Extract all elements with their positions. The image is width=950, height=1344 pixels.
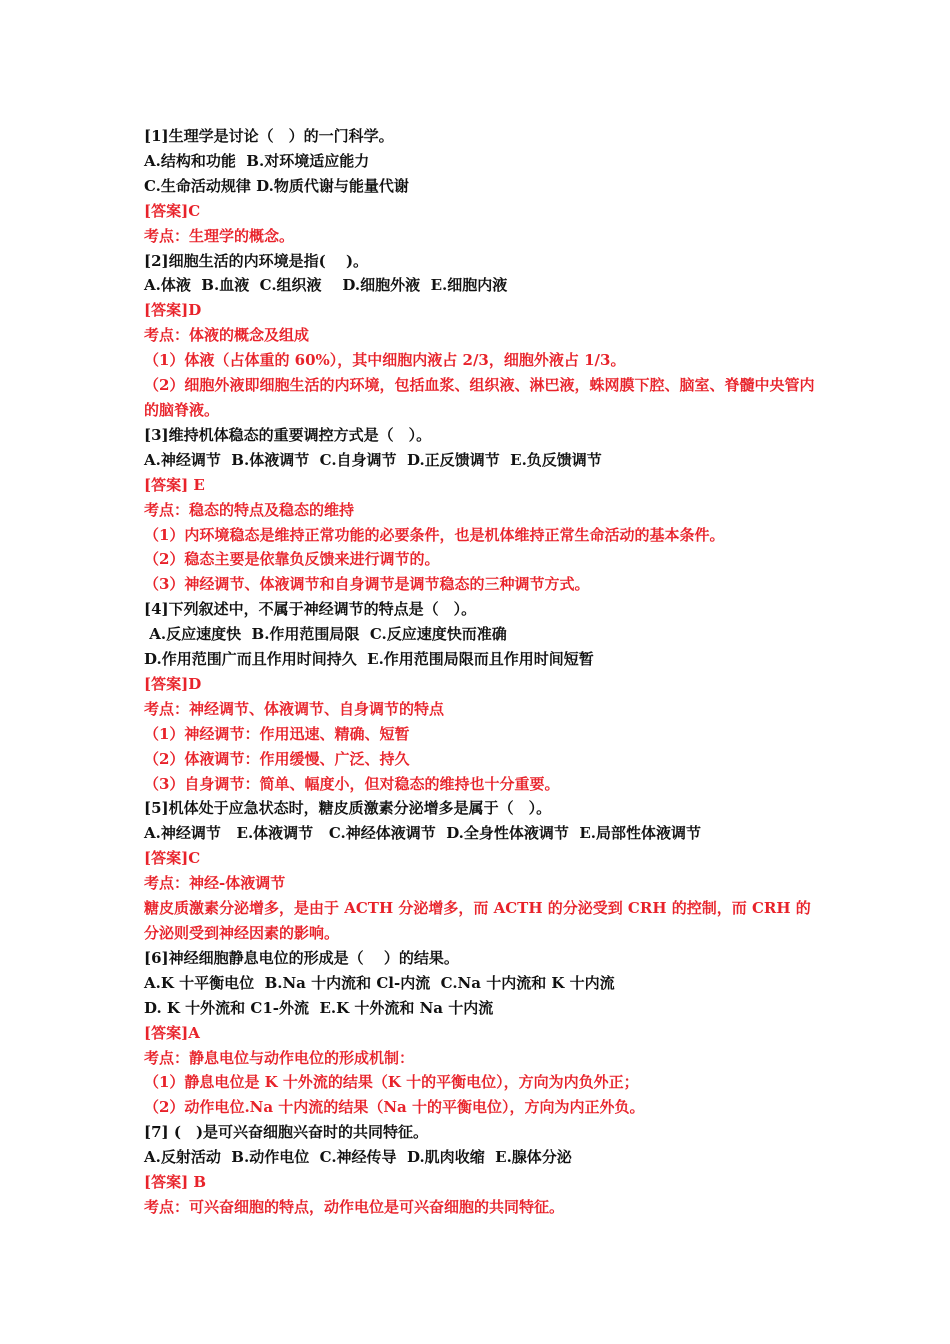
question-3-answer: [答案] E xyxy=(144,475,205,494)
question-4-note-3: （3）自身调节：简单、幅度小，但对稳态的维持也十分重要。 xyxy=(144,774,560,793)
question-6-note-1: （1）静息电位是 K 十外流的结果（K 十的平衡电位），方向为内负外正； xyxy=(144,1073,639,1092)
question-6-note-2: （2）动作电位.Na 十内流的结果（Na 十的平衡电位），方向为内正外负。 xyxy=(144,1098,645,1117)
question-4-note-2: （2）体液调节：作用缓慢、广泛、持久 xyxy=(144,749,410,768)
question-4-options-d-e: D.作用范围广而且作用时间持久 E.作用范围局限而且作用时间短暂 xyxy=(144,650,594,669)
question-5: [5]机体处于应急状态时，糖皮质激素分泌增多是属于（ ）。 xyxy=(144,799,552,818)
question-2-key-point: 考点：体液的概念及组成 xyxy=(144,326,310,345)
question-3-note-2: （2）稳态主要是依靠负反馈来进行调节的。 xyxy=(144,550,440,569)
document-page xyxy=(144,124,816,1220)
question-1: [1]生理学是讨论（ ）的一门科学。 xyxy=(144,127,394,145)
question-4: [4]下列叙述中，不属于神经调节的特点是（ ）。 xyxy=(144,600,477,619)
question-7: [7] ( )是可兴奋细胞兴奋时的共同特征。 xyxy=(144,1123,429,1142)
question-5-answer: [答案]C xyxy=(144,849,201,868)
question-7-answer: [答案] B xyxy=(144,1173,207,1192)
question-1-options-c-d: C.生命活动规律 D.物质代谢与能量代谢 xyxy=(144,176,409,195)
question-5-options: A.神经调节 E.体液调节 C.神经体液调节 D.全身性体液调节 E.局部性体液调节 xyxy=(144,824,701,843)
question-1-answer: [答案]C xyxy=(144,201,201,220)
question-2-answer: [答案]D xyxy=(144,301,202,320)
question-3-note-1: （1）内环境稳态是维持正常功能的必要条件，也是机体维持正常生命活动的基本条件。 xyxy=(144,525,725,544)
question-6: [6]神经细胞静息电位的形成是（ ）的结果。 xyxy=(144,948,459,967)
question-6-options-d-e: D. K 十外流和 C1-外流 E.K 十外流和 Na 十内流 xyxy=(144,998,494,1017)
question-7-key-point: 考点：可兴奋细胞的特点，动作电位是可兴奋细胞的共同特征。 xyxy=(144,1197,565,1216)
question-5-note-1: 糖皮质激素分泌增多，是由于 ACTH 分泌增多，而 ACTH 的分泌受到 CRH 的控制，而 CRH 的分泌则受到神经因素的影响。 xyxy=(144,899,811,942)
question-7-options: A.反射活动 B.动作电位 C.神经传导 D.肌肉收缩 E.腺体分泌 xyxy=(144,1148,572,1167)
question-5-key-point: 考点：神经-体液调节 xyxy=(144,874,286,893)
question-2-note-1: （1）体液（占体重的 60%），其中细胞内液占 2/3，细胞外液占 1/3。 xyxy=(144,351,626,370)
question-1-options-a-b: A.结构和功能 B.对环境适应能力 xyxy=(144,151,370,170)
question-6-key-point: 考点：静息电位与动作电位的形成机制： xyxy=(144,1048,415,1067)
question-3-key-point: 考点：稳态的特点及稳态的维持 xyxy=(144,500,355,519)
question-1-key-point: 考点：生理学的概念。 xyxy=(144,226,295,245)
question-2-note-2: （2）细胞外液即细胞生活的内环境，包括血浆、组织液、淋巴液，蛛网膜下腔、脑室、脊髓中央管内的脑脊液。 xyxy=(144,376,815,419)
question-3-note-3: （3）神经调节、体液调节和自身调节是调节稳态的三种调节方式。 xyxy=(144,575,590,594)
question-4-note-1: （1）神经调节：作用迅速、精确、短暂 xyxy=(144,724,410,743)
question-6-answer: [答案]A xyxy=(144,1023,200,1042)
question-2: [2]细胞生活的内环境是指( )。 xyxy=(144,251,369,270)
question-4-options-a-c: A.反应速度快 B.作用范围局限 C.反应速度快而准确 xyxy=(144,625,507,644)
question-4-answer: [答案]D xyxy=(144,674,202,693)
question-4-key-point: 考点：神经调节、体液调节、自身调节的特点 xyxy=(144,699,445,718)
question-6-options-a-c: A.K 十平衡电位 B.Na 十内流和 Cl-内流 C.Na 十内流和 K 十内流 xyxy=(144,973,615,992)
question-3-options: A.神经调节 B.体液调节 C.自身调节 D.正反馈调节 E.负反馈调节 xyxy=(144,450,602,469)
question-2-options: A.体液 B.血液 C.组织液 D.细胞外液 E.细胞内液 xyxy=(144,276,508,295)
question-3: [3]维持机体稳态的重要调控方式是（ ）。 xyxy=(144,425,432,444)
